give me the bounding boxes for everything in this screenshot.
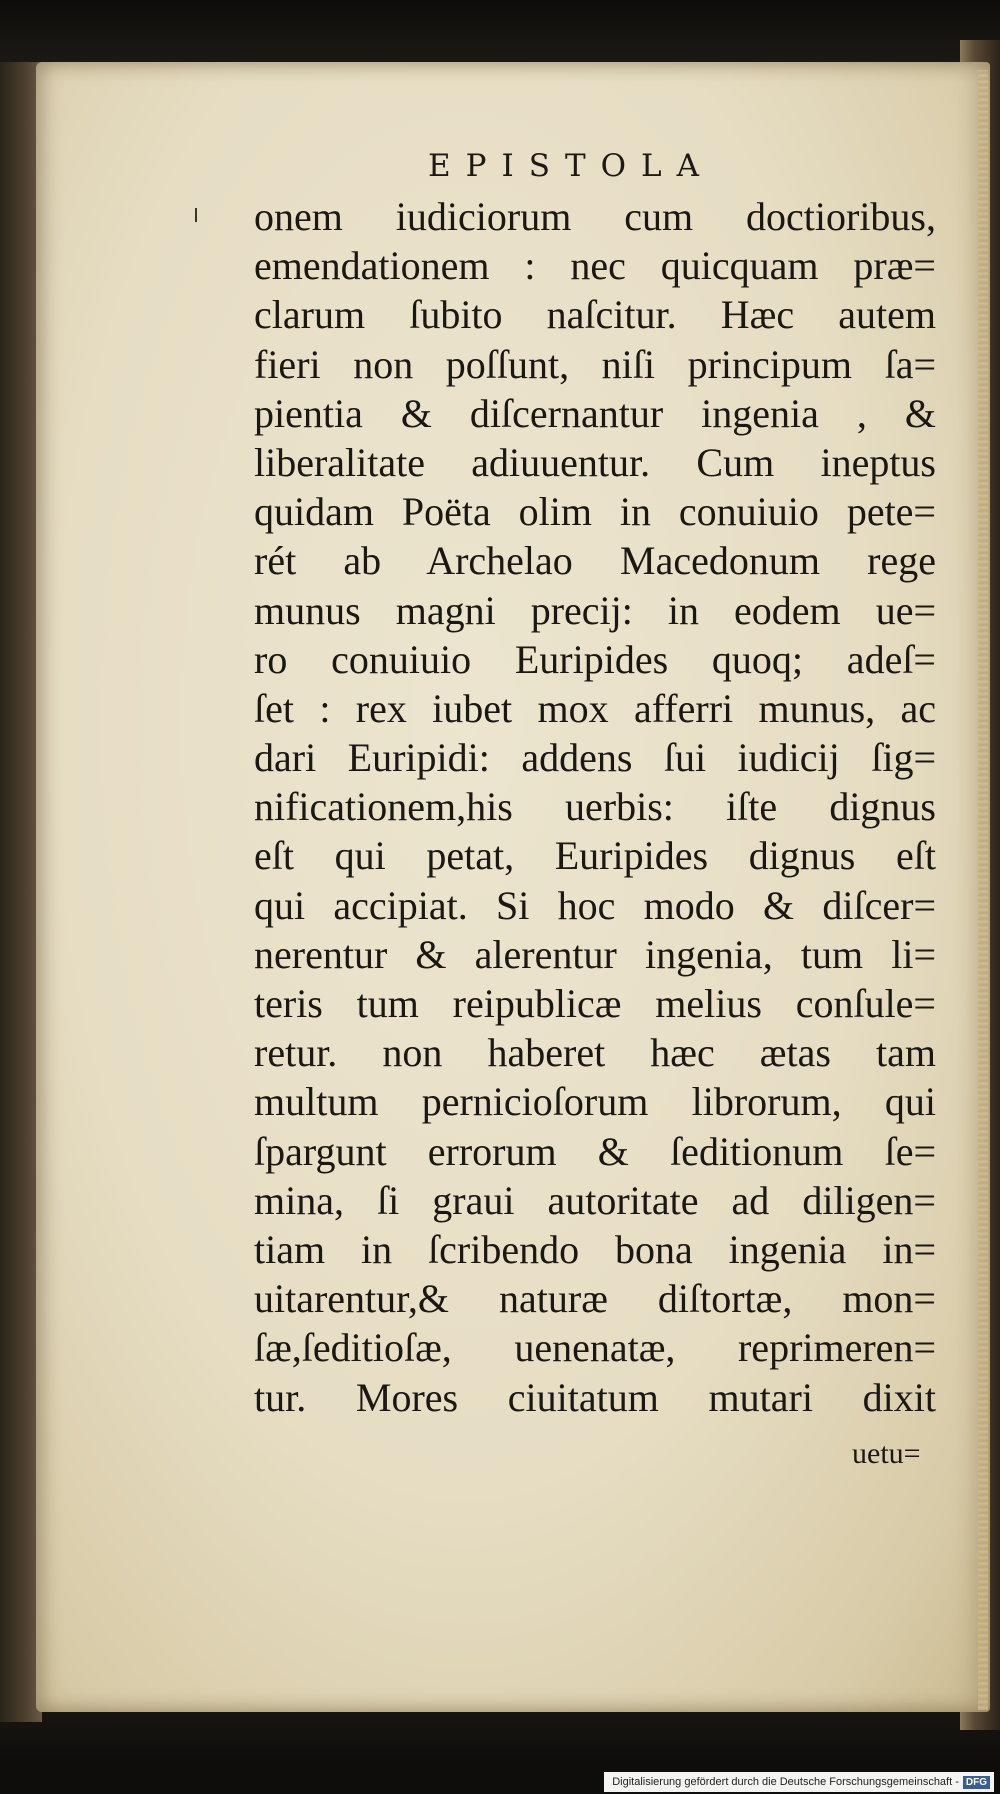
text-line: pientia & diſcernantur ingenia , & <box>254 390 936 436</box>
credit-text: Digitalisierung gefördert durch die Deutsche Forschungsgemeinschaft - <box>612 1776 959 1788</box>
text-line: mina, ſi graui autoritate ad diligen= <box>254 1177 936 1223</box>
body-text <box>254 192 936 1422</box>
text-line: ſæ,ſeditioſæ, uenenatæ, reprimeren= <box>254 1325 936 1371</box>
text-line: munus magni precij: in eodem ue= <box>254 587 936 633</box>
digitization-credit <box>604 1772 994 1792</box>
text-line: quidam Poëta olim in conuiuio pete= <box>254 489 936 535</box>
text-line: retur. non haberet hæc ætas tam <box>254 1030 936 1076</box>
text-line: tur. Mores ciuitatum mutari dixit <box>254 1374 936 1420</box>
margin-mark <box>195 208 197 222</box>
text-line: multum pernicioſorum librorum, qui <box>254 1079 936 1125</box>
text-line: fieri non poſſunt, niſi principum ſa= <box>254 341 936 387</box>
text-line: rét ab Archelao Macedonum rege <box>254 538 936 584</box>
text-line: ſet : rex iubet mox afferri munus, ac <box>254 685 936 731</box>
text-line: uitarentur,& naturæ diſtortæ, mon= <box>254 1276 936 1322</box>
page-edge-stack <box>978 70 988 1710</box>
text-line: qui accipiat. Si hoc modo & diſcer= <box>254 882 936 928</box>
text-line: nificationem,his uerbis: iſte dignus <box>254 784 936 830</box>
text-line: emendationem : nec quicquam præ= <box>254 243 936 289</box>
text-line: onem iudiciorum cum doctioribus, <box>254 194 936 239</box>
text-line: ſpargunt errorum & ſeditionum ſe= <box>254 1128 936 1174</box>
text-line: teris tum reipublicæ melius conſule= <box>254 981 936 1026</box>
text-line: clarum ſubito naſcitur. Hæc autem <box>254 292 936 338</box>
text-line: tiam in ſcribendo bona ingenia in= <box>254 1226 936 1272</box>
text-line: eſt qui petat, Euripides dignus eſt <box>254 833 936 879</box>
text-line: dari Euripidi: addens ſui iudicij ſig= <box>254 735 936 781</box>
text-line: liberalitate adiuuentur. Cum ineptus <box>254 439 936 485</box>
dfg-logo: DFG <box>963 1776 990 1789</box>
text-line: ro conuiuio Euripides quoq; adeſ= <box>254 636 936 682</box>
catchword: uetu= <box>852 1437 921 1470</box>
running-head: EPISTOLA <box>428 148 715 184</box>
text-line: nerentur & alerentur ingenia, tum li= <box>254 931 936 977</box>
